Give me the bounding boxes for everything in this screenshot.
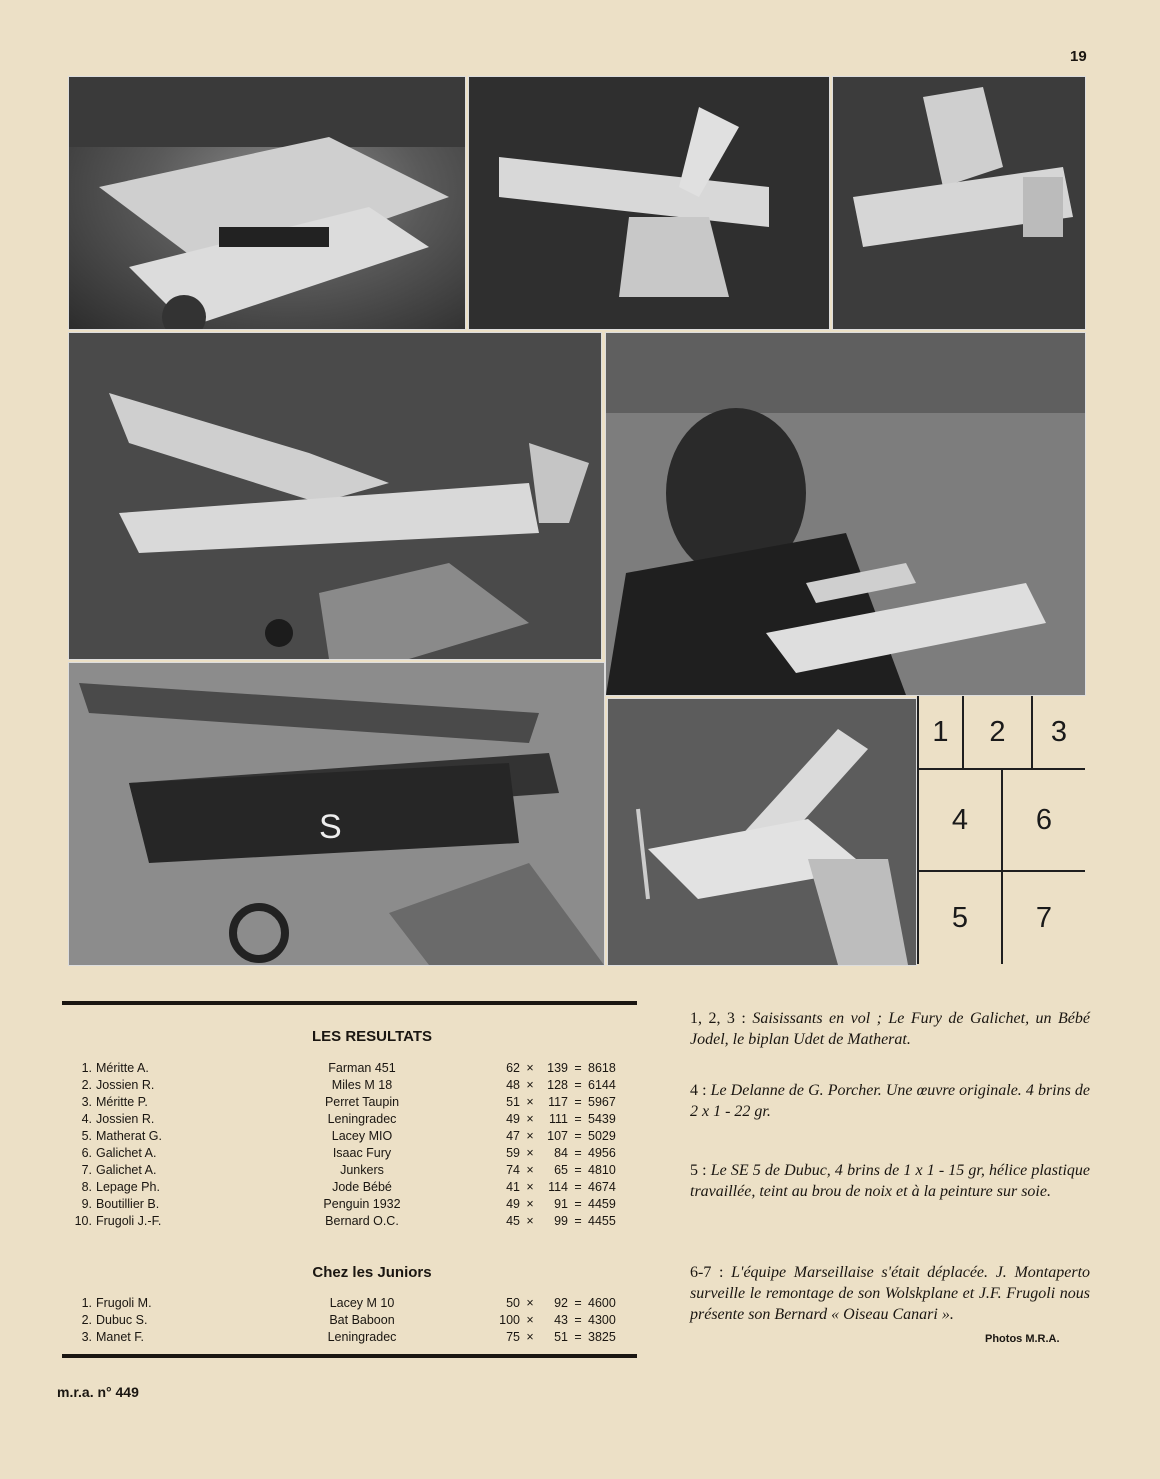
model-name: Bat Baboon (329, 1313, 395, 1327)
table-row (62, 1330, 642, 1347)
model-name: Lacey M 10 (329, 1296, 395, 1310)
page-number: 19 (1070, 48, 1087, 65)
photo-7-frugoli-bernard (607, 698, 917, 966)
factor-a: 45 (506, 1214, 520, 1228)
table-row (62, 1296, 642, 1313)
equals-sign: = (574, 1078, 582, 1092)
times-sign: × (526, 1296, 534, 1310)
rank-cell: 3. (81, 1330, 92, 1344)
rank-cell: 5. (81, 1129, 92, 1143)
score-cell: 4459 (588, 1197, 616, 1211)
competitor-name: Frugoli J.-F. (96, 1214, 162, 1228)
factor-b: 51 (554, 1330, 568, 1344)
factor-b: 92 (554, 1296, 568, 1310)
caption-photo-4: 4 : Le Delanne de G. Porcher. Une œuvre originale. 4 brins de 2 x 1 - 22 gr. (690, 1082, 1091, 1120)
key-cell-1: 1 (932, 715, 949, 748)
top-rule (62, 1001, 637, 1005)
times-sign: × (526, 1180, 534, 1194)
factor-a: 48 (506, 1078, 520, 1092)
times-sign: × (526, 1095, 534, 1109)
score-cell: 6144 (588, 1078, 616, 1092)
times-sign: × (526, 1214, 534, 1228)
equals-sign: = (574, 1095, 582, 1109)
rank-cell: 3. (81, 1095, 92, 1109)
score-cell: 4600 (588, 1296, 616, 1310)
rank-cell: 1. (81, 1296, 92, 1310)
se5-fuselage-marking: S (319, 808, 342, 846)
score-cell: 3825 (588, 1330, 616, 1344)
times-sign: × (526, 1197, 534, 1211)
model-name: Bernard O.C. (325, 1214, 399, 1228)
model-name: Miles M 18 (331, 1078, 393, 1092)
times-sign: × (526, 1061, 534, 1075)
equals-sign: = (574, 1146, 582, 1160)
factor-b: 117 (548, 1095, 568, 1109)
bottom-rule (62, 1354, 637, 1358)
table-row (62, 1061, 642, 1078)
caption-photos-6-7: 6-7 : L'équipe Marseillaise s'était déplacée. J. Montaperto surveille le remontage de son Wolskplane et J.F. Frugoli nous présente son Bernard « Oiseau Canari ». (690, 1264, 1091, 1323)
score-cell: 4956 (588, 1146, 616, 1160)
juniors-title: Chez les Juniors (312, 1264, 432, 1281)
equals-sign: = (574, 1197, 582, 1211)
photo-credit: Photos M.R.A. (985, 1333, 1060, 1345)
factor-b: 99 (554, 1214, 568, 1228)
competitor-name: Galichet A. (96, 1146, 157, 1160)
competitor-name: Frugoli M. (96, 1296, 152, 1310)
equals-sign: = (574, 1296, 582, 1310)
factor-b: 111 (548, 1112, 568, 1126)
factor-a: 49 (506, 1197, 520, 1211)
caption-photo-5: 5 : Le SE 5 de Dubuc, 4 brins de 1 x 1 - 15 gr, hélice plastique travaillée, teint au brou de noix et à la peinture sur soie. (690, 1162, 1091, 1200)
model-name: Leningradec (327, 1112, 397, 1126)
times-sign: × (526, 1163, 534, 1177)
times-sign: × (526, 1313, 534, 1327)
factor-b: 43 (554, 1313, 568, 1327)
equals-sign: = (574, 1061, 582, 1075)
factor-b: 139 (547, 1061, 568, 1075)
key-cell-5: 5 (951, 901, 969, 934)
competitor-name: Jossien R. (96, 1112, 155, 1126)
times-sign: × (526, 1146, 534, 1160)
factor-a: 75 (506, 1330, 520, 1344)
key-cell-6: 6 (1035, 803, 1053, 836)
rank-cell: 7. (81, 1163, 92, 1177)
model-name: Isaac Fury (332, 1146, 392, 1160)
factor-a: 51 (506, 1095, 520, 1109)
factor-b: 128 (547, 1078, 568, 1092)
times-sign: × (526, 1129, 534, 1143)
key-cell-2: 2 (989, 715, 1006, 748)
table-row (62, 1078, 642, 1095)
photo-6-montaperto-wolskplane (605, 332, 1086, 696)
table-row (62, 1180, 642, 1197)
factor-a: 50 (506, 1296, 520, 1310)
rank-cell: 6. (81, 1146, 92, 1160)
caption-photos-1-2-3: 1, 2, 3 : Saisissants en vol ; Le Fury de Galichet, un Bébé Jodel, le biplan Udet de Matherat. (690, 1010, 1090, 1048)
score-cell: 5439 (588, 1112, 616, 1126)
competitor-name: Dubuc S. (96, 1313, 148, 1327)
table-row (62, 1313, 642, 1330)
factor-a: 41 (506, 1180, 520, 1194)
competitor-name: Manet F. (96, 1330, 144, 1344)
photo-2-bebe-jodel-in-flight (468, 76, 830, 330)
equals-sign: = (574, 1313, 582, 1327)
rank-cell: 9. (81, 1197, 92, 1211)
rank-cell: 4. (81, 1112, 92, 1126)
rank-cell: 10. (74, 1214, 92, 1228)
factor-b: 114 (548, 1180, 568, 1194)
equals-sign: = (574, 1129, 582, 1143)
table-row (62, 1197, 642, 1214)
score-cell: 4810 (588, 1163, 616, 1177)
table-row (62, 1112, 642, 1129)
factor-a: 47 (506, 1129, 520, 1143)
equals-sign: = (574, 1180, 582, 1194)
table-row (62, 1214, 642, 1231)
times-sign: × (526, 1078, 534, 1092)
score-cell: 8618 (588, 1061, 616, 1075)
score-cell: 5029 (588, 1129, 616, 1143)
competitor-name: Jossien R. (96, 1078, 155, 1092)
table-row (62, 1129, 642, 1146)
competitor-name: Lepage Ph. (96, 1180, 160, 1194)
factor-a: 74 (506, 1163, 520, 1177)
competitor-name: Méritte P. (96, 1095, 148, 1109)
score-cell: 4674 (588, 1180, 616, 1194)
score-cell: 4300 (588, 1313, 616, 1327)
factor-b: 84 (554, 1146, 568, 1160)
model-name: Junkers (340, 1163, 384, 1177)
table-row (62, 1146, 642, 1163)
issue-footer: m.r.a. n° 449 (57, 1384, 139, 1400)
photo-1-fury-in-flight (68, 76, 466, 330)
rank-cell: 1. (81, 1061, 92, 1075)
model-name: Lacey MIO (331, 1129, 393, 1143)
equals-sign: = (574, 1330, 582, 1344)
competitor-name: Galichet A. (96, 1163, 157, 1177)
key-cell-3: 3 (1050, 715, 1068, 748)
key-cell-4: 4 (951, 803, 969, 836)
table-row (62, 1163, 642, 1180)
rank-cell: 2. (81, 1078, 92, 1092)
score-cell: 5967 (588, 1095, 616, 1109)
equals-sign: = (574, 1214, 582, 1228)
model-name: Leningradec (327, 1330, 397, 1344)
competitor-name: Méritte A. (96, 1061, 149, 1075)
model-name: Penguin 1932 (323, 1197, 401, 1211)
model-name: Perret Taupin (324, 1095, 400, 1109)
competitor-name: Matherat G. (96, 1129, 162, 1143)
rank-cell: 2. (81, 1313, 92, 1327)
factor-b: 65 (554, 1163, 568, 1177)
equals-sign: = (574, 1112, 582, 1126)
times-sign: × (526, 1112, 534, 1126)
rank-cell: 8. (81, 1180, 92, 1194)
model-name: Jode Bébé (332, 1180, 392, 1194)
factor-b: 107 (547, 1129, 568, 1143)
score-cell: 4455 (588, 1214, 616, 1228)
factor-b: 91 (554, 1197, 568, 1211)
photo-key-grid (917, 696, 1085, 964)
competitor-name: Boutillier B. (96, 1197, 160, 1211)
factor-a: 100 (499, 1313, 520, 1327)
factor-a: 62 (506, 1061, 520, 1075)
factor-a: 59 (506, 1146, 520, 1160)
model-name: Farman 451 (328, 1061, 396, 1075)
factor-a: 49 (506, 1112, 520, 1126)
equals-sign: = (574, 1163, 582, 1177)
photo-3-udet-biplane-in-flight (832, 76, 1086, 330)
times-sign: × (526, 1330, 534, 1344)
results-title: LES RESULTATS (312, 1028, 432, 1045)
key-cell-7: 7 (1035, 901, 1053, 934)
table-row (62, 1095, 642, 1112)
photo-5-se5-dubuc (68, 662, 605, 966)
photo-4-delanne-porcher (68, 332, 602, 660)
